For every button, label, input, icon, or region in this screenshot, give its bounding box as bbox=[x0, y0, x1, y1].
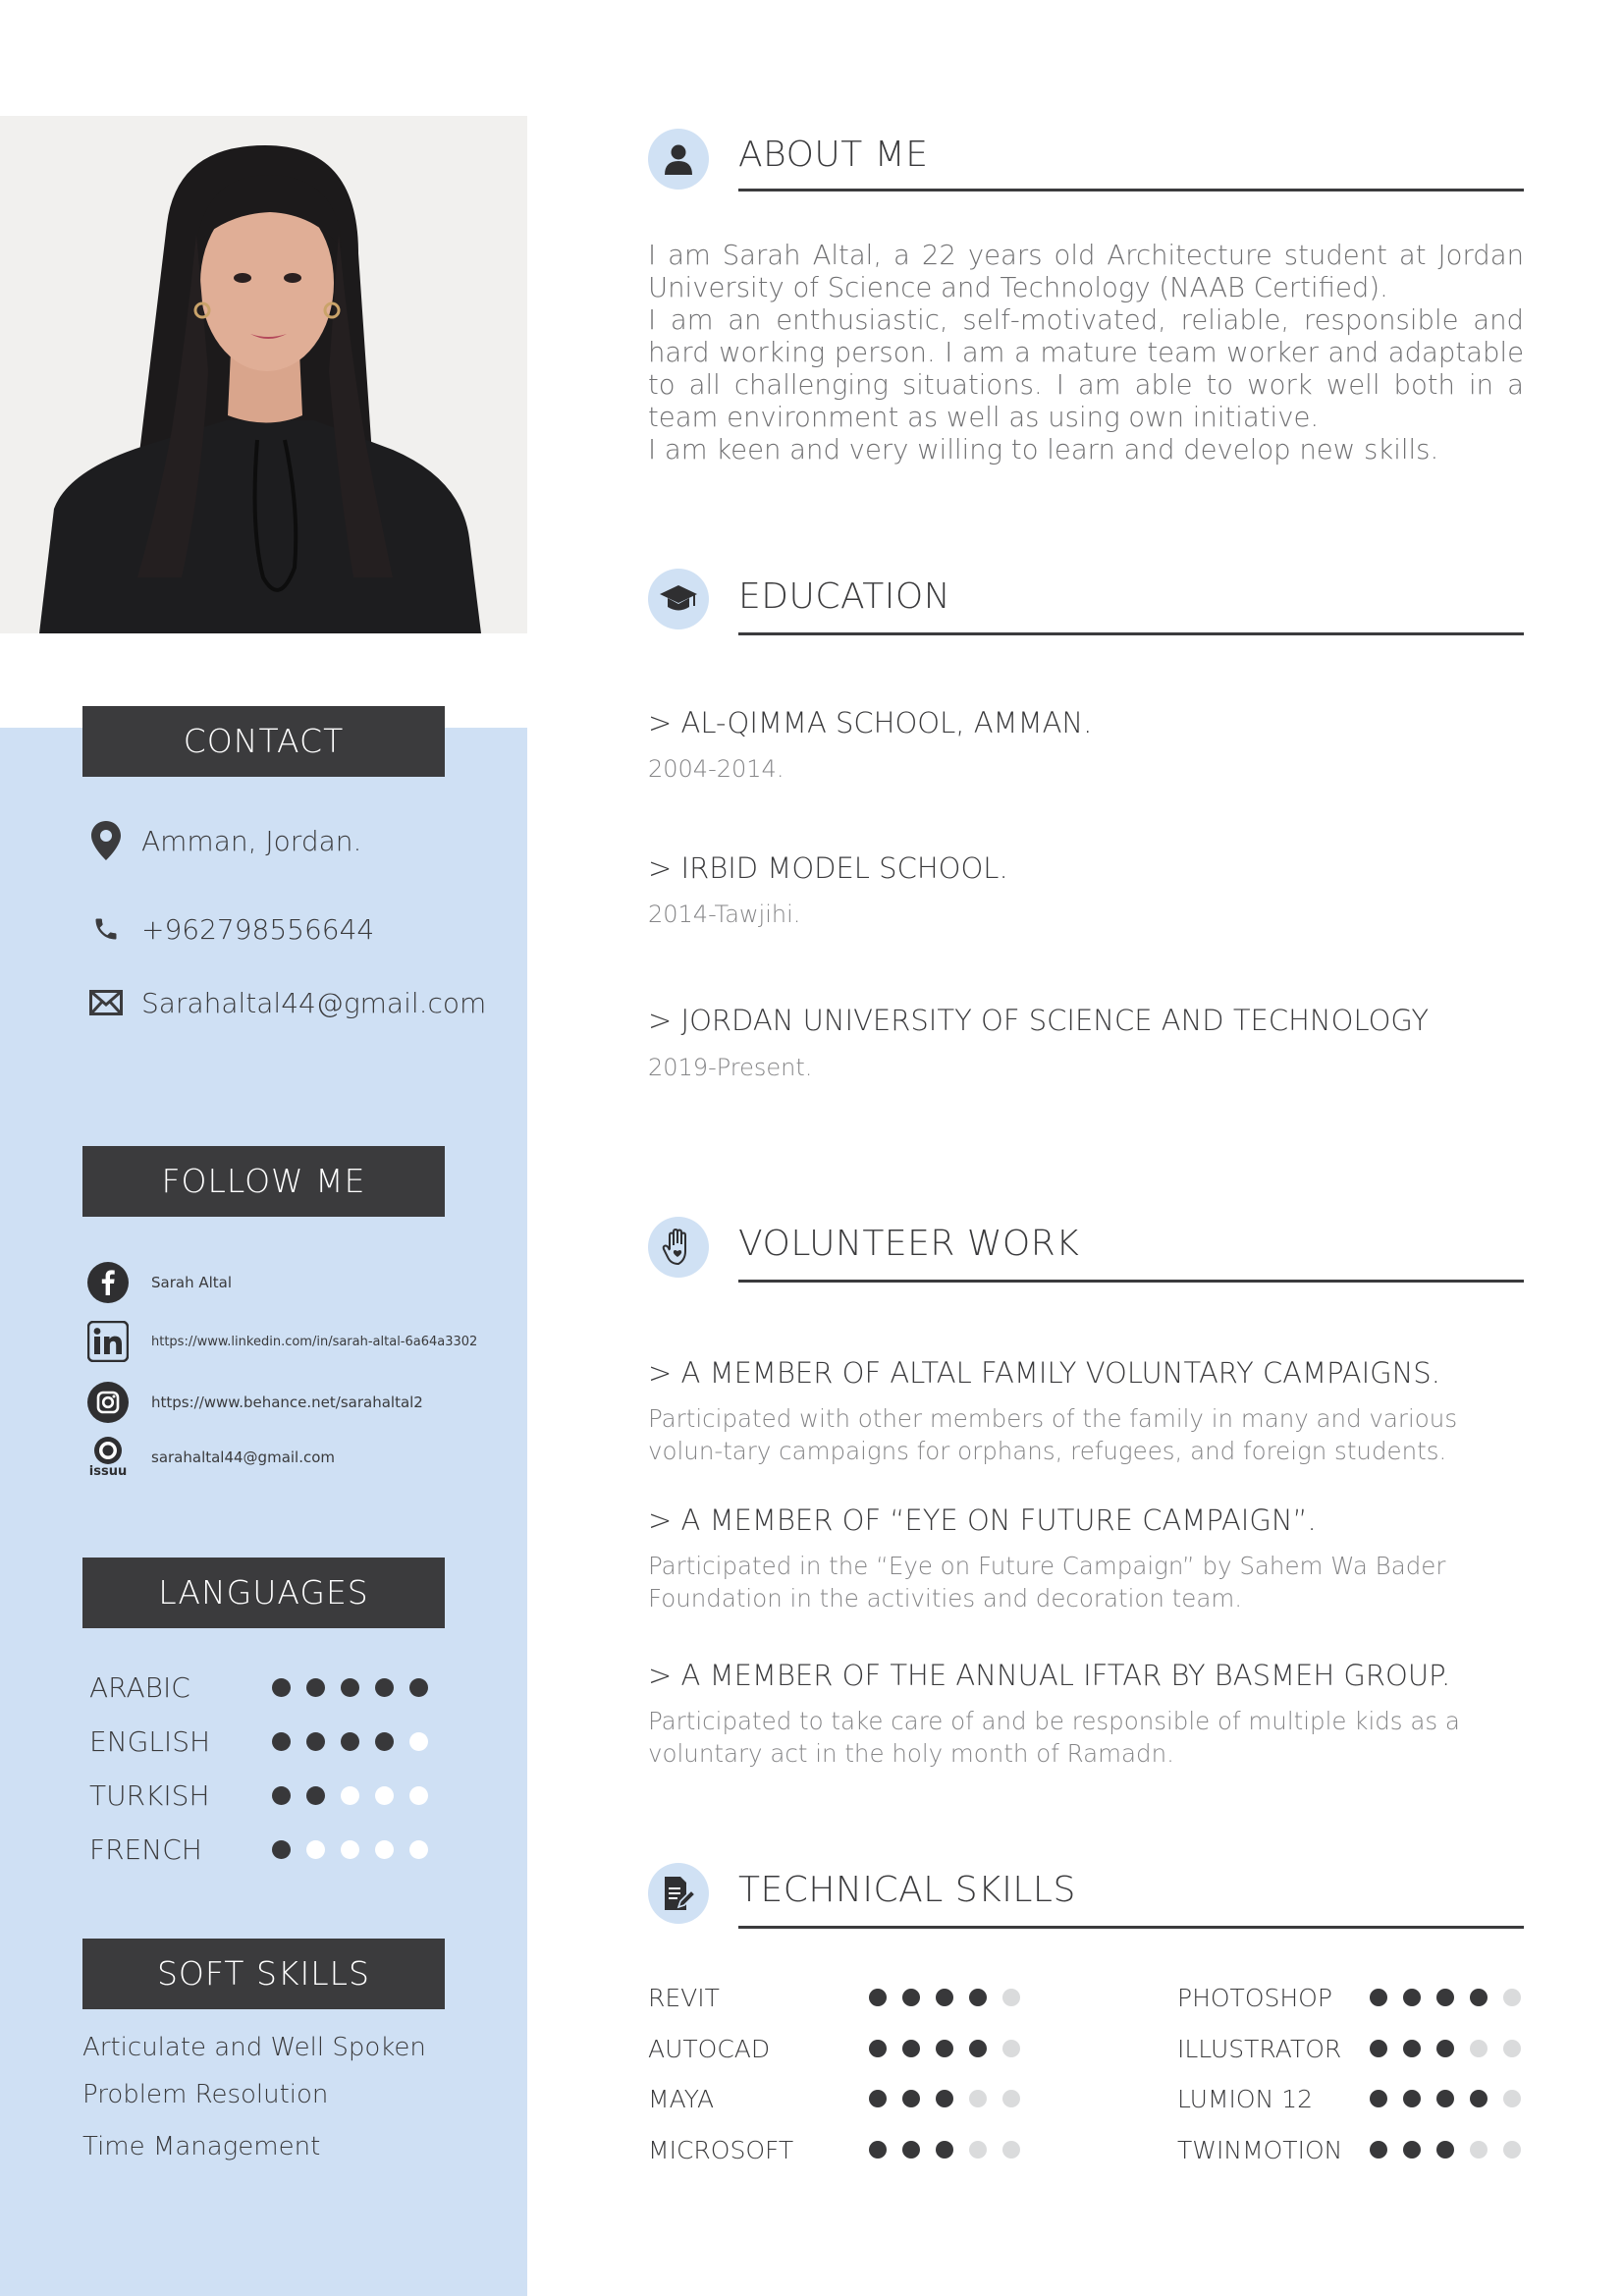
technical-skill-name: PHOTOSHOP bbox=[1177, 1983, 1332, 2012]
user-icon bbox=[648, 129, 709, 190]
technical-skill-level-dots bbox=[1370, 2090, 1521, 2107]
level-dot-filled bbox=[272, 1840, 291, 1859]
technical-skill-row bbox=[1177, 2081, 1531, 2116]
education-item-date: 2014-Tawjihi. bbox=[648, 901, 801, 928]
contact-location bbox=[86, 821, 361, 860]
envelope-icon bbox=[86, 983, 126, 1022]
level-dot-filled bbox=[902, 2141, 920, 2159]
level-dot-empty bbox=[1503, 1989, 1521, 2006]
languages-heading: LANGUAGES bbox=[82, 1558, 445, 1628]
level-dot-filled bbox=[1403, 2040, 1421, 2057]
technical-skill-name: MAYA bbox=[648, 2084, 715, 2113]
profile-photo bbox=[0, 116, 527, 633]
level-dot-filled bbox=[375, 1732, 394, 1751]
language-level-dots bbox=[272, 1840, 428, 1859]
soft-skill-item: Problem Resolution bbox=[82, 2080, 329, 2109]
about-line: I am Sarah Altal, a 22 years old Architecture student at Jordan University of Science and Technology (NAAB Certified). bbox=[648, 240, 1524, 303]
technical-skill-level-dots bbox=[1370, 1989, 1521, 2006]
soft-skill-item: Time Management bbox=[82, 2132, 321, 2161]
education-divider bbox=[738, 632, 1524, 635]
facebook-icon bbox=[86, 1261, 130, 1304]
level-dot-filled bbox=[869, 2141, 887, 2159]
follow-facebook[interactable] bbox=[86, 1261, 232, 1304]
level-dot-filled bbox=[1403, 2141, 1421, 2159]
about-divider bbox=[738, 189, 1524, 191]
follow-behance-text: https://www.behance.net/sarahaltal2 bbox=[151, 1394, 423, 1411]
level-dot-filled bbox=[1470, 1989, 1488, 2006]
level-dot-empty bbox=[969, 2090, 987, 2107]
level-dot-empty bbox=[1002, 2040, 1020, 2057]
level-dot-empty bbox=[409, 1786, 428, 1805]
level-dot-empty bbox=[1470, 2141, 1488, 2159]
technical-skill-name: REVIT bbox=[648, 1983, 720, 2012]
volunteer-item-title: > A MEMBER OF “EYE ON FUTURE CAMPAIGN”. bbox=[648, 1503, 1317, 1537]
follow-behance[interactable] bbox=[86, 1381, 423, 1424]
level-dot-filled bbox=[1436, 2040, 1454, 2057]
level-dot-filled bbox=[869, 2090, 887, 2107]
education-heading: EDUCATION bbox=[738, 576, 951, 617]
level-dot-empty bbox=[1470, 2040, 1488, 2057]
volunteer-item-desc: Participated with other members of the family in many and various volun-tary campaigns for orphans, refugees, and foreign students. bbox=[648, 1404, 1458, 1465]
level-dot-filled bbox=[375, 1678, 394, 1697]
level-dot-filled bbox=[869, 1989, 887, 2006]
level-dot-filled bbox=[902, 2040, 920, 2057]
technical-skill-level-dots bbox=[869, 2040, 1020, 2057]
level-dot-empty bbox=[1503, 2040, 1521, 2057]
level-dot-filled bbox=[272, 1786, 291, 1805]
about-heading: ABOUT ME bbox=[738, 135, 929, 175]
level-dot-filled bbox=[902, 1989, 920, 2006]
follow-linkedin-text: https://www.linkedin.com/in/sarah-altal-6a64a3302 bbox=[151, 1334, 478, 1349]
follow-facebook-text: Sarah Altal bbox=[151, 1274, 233, 1291]
volunteer-divider bbox=[738, 1280, 1524, 1283]
volunteer-item-desc: Participated in the “Eye on Future Campaign” by Sahem Wa Bader Foundation in the activities and decoration team. bbox=[648, 1552, 1446, 1613]
soft-skills-heading: SOFT SKILLS bbox=[82, 1939, 445, 2009]
level-dot-filled bbox=[1370, 2141, 1387, 2159]
technical-skill-name: AUTOCAD bbox=[648, 2034, 771, 2063]
level-dot-filled bbox=[969, 1989, 987, 2006]
technical-skill-row bbox=[648, 2132, 1001, 2167]
level-dot-filled bbox=[969, 2040, 987, 2057]
volunteer-item-desc: Participated to take care of and be responsible of multiple kids as a voluntary act in the holy month of Ramadn. bbox=[648, 1707, 1460, 1768]
language-row bbox=[89, 1722, 433, 1761]
about-line: I am an enthusiastic, self-motivated, reliable, responsible and hard working person. I am a mature team worker and adaptable to all challenging situations. I am able to work well both in a team environment as well as using own initiative. bbox=[648, 304, 1524, 433]
volunteer-item-title: > A MEMBER OF ALTAL FAMILY VOLUNTARY CAMPAIGNS. bbox=[648, 1356, 1440, 1390]
contact-heading: CONTACT bbox=[82, 706, 445, 777]
technical-skill-level-dots bbox=[869, 1989, 1020, 2006]
technical-skill-row bbox=[1177, 2132, 1531, 2167]
issuu-icon bbox=[86, 1436, 130, 1479]
technical-skill-row bbox=[648, 2031, 1001, 2066]
technical-skill-row bbox=[648, 2081, 1001, 2116]
volunteer-item-title: > A MEMBER OF THE ANNUAL IFTAR BY BASMEH GROUP. bbox=[648, 1659, 1451, 1692]
level-dot-filled bbox=[341, 1732, 359, 1751]
level-dot-empty bbox=[1503, 2141, 1521, 2159]
level-dot-filled bbox=[936, 1989, 953, 2006]
linkedin-icon bbox=[86, 1320, 130, 1363]
location-pin-icon bbox=[86, 821, 126, 860]
instagram-icon bbox=[86, 1381, 130, 1424]
technical-skill-level-dots bbox=[869, 2090, 1020, 2107]
language-name: ENGLISH bbox=[89, 1724, 211, 1758]
about-text bbox=[648, 240, 1524, 466]
education-item-date: 2004-2014. bbox=[648, 755, 784, 783]
level-dot-empty bbox=[409, 1732, 428, 1751]
phone-text[interactable]: +962798556644 bbox=[141, 912, 375, 946]
level-dot-filled bbox=[306, 1678, 325, 1697]
level-dot-filled bbox=[341, 1678, 359, 1697]
level-dot-filled bbox=[1436, 2141, 1454, 2159]
follow-issuu[interactable] bbox=[86, 1436, 335, 1479]
contact-phone bbox=[86, 909, 374, 949]
volunteer-heading: VOLUNTEER WORK bbox=[738, 1224, 1080, 1264]
technical-divider bbox=[738, 1926, 1524, 1929]
follow-heading: FOLLOW ME bbox=[82, 1146, 445, 1217]
level-dot-filled bbox=[409, 1678, 428, 1697]
language-row bbox=[89, 1776, 433, 1815]
technical-skill-level-dots bbox=[1370, 2040, 1521, 2057]
level-dot-empty bbox=[375, 1840, 394, 1859]
level-dot-filled bbox=[1403, 1989, 1421, 2006]
level-dot-empty bbox=[1002, 2141, 1020, 2159]
education-item-title: > JORDAN UNIVERSITY OF SCIENCE AND TECHNOLOGY bbox=[648, 1004, 1430, 1037]
about-line: I am keen and very willing to learn and develop new skills. bbox=[648, 434, 1439, 465]
email-text[interactable]: Sarahaltal44@gmail.com bbox=[141, 986, 487, 1019]
level-dot-empty bbox=[1002, 2090, 1020, 2107]
level-dot-filled bbox=[1403, 2090, 1421, 2107]
hand-heart-icon bbox=[648, 1217, 709, 1278]
level-dot-empty bbox=[306, 1840, 325, 1859]
level-dot-filled bbox=[272, 1678, 291, 1697]
technical-skill-name: TWINMOTION bbox=[1177, 2135, 1343, 2164]
education-item-title: > IRBID MODEL SCHOOL. bbox=[648, 851, 1008, 885]
language-level-dots bbox=[272, 1678, 428, 1697]
level-dot-filled bbox=[1370, 2090, 1387, 2107]
language-row bbox=[89, 1830, 433, 1869]
technical-skill-name: ILLUSTRATOR bbox=[1177, 2034, 1342, 2063]
language-name: FRENCH bbox=[89, 1832, 202, 1866]
level-dot-filled bbox=[1470, 2090, 1488, 2107]
education-item-title: > AL-QIMMA SCHOOL, AMMAN. bbox=[648, 706, 1093, 739]
level-dot-empty bbox=[409, 1840, 428, 1859]
technical-heading: TECHNICAL SKILLS bbox=[738, 1870, 1076, 1910]
technical-skill-name: MICROSOFT bbox=[648, 2135, 794, 2164]
follow-issuu-text: sarahaltal44@gmail.com bbox=[151, 1449, 336, 1466]
technical-skill-level-dots bbox=[1370, 2141, 1521, 2159]
technical-skill-name: LUMION 12 bbox=[1177, 2084, 1314, 2113]
technical-skill-row bbox=[1177, 2031, 1531, 2066]
language-level-dots bbox=[272, 1732, 428, 1751]
level-dot-filled bbox=[306, 1786, 325, 1805]
level-dot-filled bbox=[936, 2040, 953, 2057]
level-dot-filled bbox=[306, 1732, 325, 1751]
level-dot-filled bbox=[1370, 1989, 1387, 2006]
follow-linkedin[interactable] bbox=[86, 1320, 477, 1363]
contact-email bbox=[86, 983, 486, 1022]
level-dot-filled bbox=[869, 2040, 887, 2057]
issuu-logo-text: issuu bbox=[88, 1464, 128, 1479]
level-dot-filled bbox=[936, 2141, 953, 2159]
document-edit-icon bbox=[648, 1863, 709, 1924]
language-row bbox=[89, 1667, 433, 1707]
level-dot-filled bbox=[272, 1732, 291, 1751]
level-dot-empty bbox=[375, 1786, 394, 1805]
language-name: ARABIC bbox=[89, 1670, 190, 1704]
language-name: TURKISH bbox=[89, 1778, 210, 1812]
level-dot-filled bbox=[1436, 2090, 1454, 2107]
soft-skill-item: Articulate and Well Spoken bbox=[82, 2033, 426, 2062]
level-dot-filled bbox=[902, 2090, 920, 2107]
level-dot-empty bbox=[341, 1786, 359, 1805]
portrait-illustration bbox=[0, 116, 527, 633]
location-text: Amman, Jordan. bbox=[141, 824, 362, 857]
level-dot-filled bbox=[1436, 1989, 1454, 2006]
technical-skill-row bbox=[648, 1980, 1001, 2015]
graduation-cap-icon bbox=[648, 569, 709, 629]
technical-skill-row bbox=[1177, 1980, 1531, 2015]
level-dot-empty bbox=[1002, 1989, 1020, 2006]
education-item-date: 2019-Present. bbox=[648, 1054, 813, 1081]
level-dot-empty bbox=[341, 1840, 359, 1859]
level-dot-filled bbox=[936, 2090, 953, 2107]
technical-skill-level-dots bbox=[869, 2141, 1020, 2159]
level-dot-filled bbox=[1370, 2040, 1387, 2057]
level-dot-empty bbox=[1503, 2090, 1521, 2107]
level-dot-empty bbox=[969, 2141, 987, 2159]
phone-icon bbox=[86, 909, 126, 949]
language-level-dots bbox=[272, 1786, 428, 1805]
